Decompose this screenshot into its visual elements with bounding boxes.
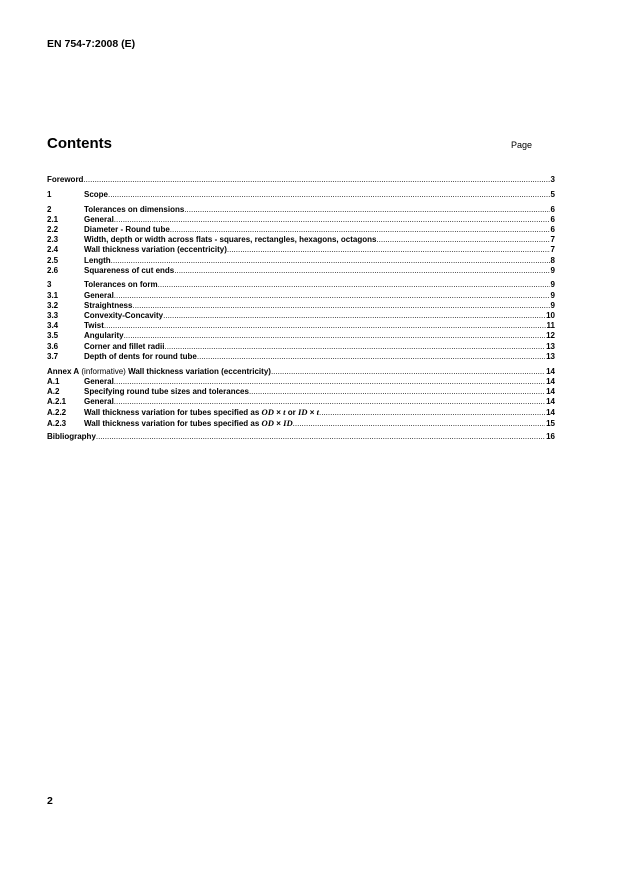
- toc-page-number: 14: [546, 366, 555, 376]
- leader-dots: [227, 245, 550, 255]
- toc-title: Diameter - Round tube: [84, 224, 170, 234]
- toc-title: Specifying round tube sizes and tolerances: [84, 386, 249, 396]
- toc-number: 3.1: [47, 290, 59, 300]
- leader-dots: [271, 367, 545, 377]
- toc-page-number: 3: [550, 175, 555, 184]
- toc-page-number: 9: [550, 280, 555, 290]
- toc-page-number: 9: [550, 290, 555, 300]
- toc-number: 2.2: [47, 224, 59, 234]
- toc-entry[interactable]: [47, 215, 555, 225]
- leader-dots: [164, 342, 545, 352]
- toc-entry[interactable]: [47, 301, 555, 311]
- leader-dots: [319, 408, 545, 418]
- toc-entry[interactable]: [47, 205, 555, 215]
- leader-dots: [83, 175, 549, 185]
- toc-title: General: [84, 214, 114, 224]
- toc-number: 3.5: [47, 331, 59, 341]
- annex-prefix: Annex A: [47, 366, 80, 376]
- toc-title: Scope: [84, 189, 109, 199]
- toc-main-entries: [47, 175, 555, 362]
- leader-dots: [376, 235, 549, 245]
- toc-number: A.2.2: [47, 408, 67, 418]
- contents-heading: Contents: [47, 135, 112, 152]
- toc-page-number: 13: [546, 341, 555, 351]
- toc-entry[interactable]: [47, 352, 555, 362]
- toc-entry[interactable]: [47, 256, 555, 266]
- toc-number: A.1: [47, 376, 60, 386]
- toc-entry[interactable]: [47, 175, 555, 185]
- toc-page-number: 14: [546, 376, 555, 386]
- toc-entry[interactable]: [47, 190, 555, 200]
- leader-dots: [163, 311, 545, 321]
- leader-dots: [114, 215, 550, 225]
- toc-entry[interactable]: [47, 225, 555, 235]
- toc-number: A.2: [47, 386, 60, 396]
- toc-page-number: 6: [550, 204, 555, 214]
- toc-entry-a1[interactable]: [47, 377, 555, 387]
- leader-dots: [104, 321, 546, 331]
- toc-number: 2.3: [47, 235, 59, 245]
- toc-page-number: 9: [550, 265, 555, 275]
- toc-title: General: [84, 290, 114, 300]
- toc-page-number: 15: [546, 418, 555, 428]
- toc-entry[interactable]: [47, 235, 555, 245]
- leader-dots: [158, 280, 550, 290]
- toc-entry[interactable]: [47, 245, 555, 255]
- toc-page-number: 10: [546, 311, 555, 321]
- toc-page-number: 12: [546, 331, 555, 341]
- toc-number: 3.2: [47, 300, 59, 310]
- toc-number: 3.6: [47, 341, 59, 351]
- toc-number: 3: [47, 280, 52, 290]
- toc-page-number: 14: [546, 408, 555, 418]
- toc-title: Foreword: [47, 175, 84, 184]
- toc-page-number: 11: [546, 321, 555, 331]
- toc-title: Bibliography: [47, 432, 96, 442]
- toc-title: Wall thickness variation for tubes specified as OD × t or ID × t: [84, 407, 320, 418]
- document-header: EN 754-7:2008 (E): [47, 38, 136, 50]
- leader-dots: [132, 301, 549, 311]
- toc-page-number: 6: [550, 214, 555, 224]
- toc-entry-a22[interactable]: [47, 407, 555, 417]
- toc-number: 3.3: [47, 311, 59, 321]
- toc-page-number: 7: [550, 235, 555, 245]
- toc-entry-bibliography[interactable]: [47, 432, 555, 442]
- leader-dots: [114, 377, 545, 387]
- toc-title: Straightness: [84, 300, 133, 310]
- toc-page-number: 7: [550, 245, 555, 255]
- toc-title: Tolerances on dimensions: [84, 204, 185, 214]
- leader-dots: [111, 256, 550, 266]
- toc-entry[interactable]: [47, 311, 555, 321]
- leader-dots: [174, 266, 549, 276]
- toc-title: Twist: [84, 321, 104, 331]
- toc-title: Angularity: [84, 331, 124, 341]
- toc-number: 2.4: [47, 245, 59, 255]
- toc-entry-a21[interactable]: [47, 397, 555, 407]
- toc-entry[interactable]: [47, 321, 555, 331]
- toc-page-number: 14: [546, 397, 555, 407]
- toc-entry-a2[interactable]: [47, 387, 555, 397]
- toc-entry[interactable]: [47, 280, 555, 290]
- toc-number: A.2.1: [47, 397, 67, 407]
- annex-informative-label: (informative): [79, 366, 129, 376]
- toc-number: 2.5: [47, 255, 59, 265]
- leader-dots: [249, 387, 545, 397]
- toc-entry[interactable]: [47, 342, 555, 352]
- toc-page-number: 14: [546, 386, 555, 396]
- leader-dots: [184, 205, 549, 215]
- leader-dots: [124, 331, 546, 341]
- toc-title: Corner and fillet radii: [84, 341, 165, 351]
- toc-entry[interactable]: [47, 291, 555, 301]
- page-number: 2: [47, 795, 53, 807]
- leader-dots: [293, 419, 545, 429]
- toc-entry[interactable]: [47, 331, 555, 341]
- toc-entry-a23[interactable]: [47, 418, 555, 428]
- toc-number: 2: [47, 204, 52, 214]
- page-column-label: Page: [511, 140, 533, 150]
- toc-title: Wall thickness variation (eccentricity): [84, 245, 227, 255]
- toc-page-number: 8: [550, 255, 555, 265]
- toc-number: A.2.3: [47, 418, 67, 428]
- table-of-contents: [47, 175, 555, 442]
- toc-page-number: 16: [546, 432, 555, 442]
- toc-title: Depth of dents for round tube: [84, 351, 197, 361]
- toc-number: 3.7: [47, 351, 59, 361]
- toc-page-number: 6: [550, 224, 555, 234]
- leader-dots: [108, 190, 550, 200]
- toc-title: General: [84, 376, 114, 386]
- leader-dots: [96, 432, 545, 442]
- toc-title: Squareness of cut ends: [84, 265, 175, 275]
- toc-title: General: [84, 397, 114, 407]
- annex-title: Wall thickness variation (eccentricity): [128, 366, 271, 376]
- leader-dots: [197, 352, 545, 362]
- toc-title: Tolerances on form: [84, 280, 158, 290]
- toc-page-number: 9: [550, 300, 555, 310]
- toc-number: 2.6: [47, 265, 59, 275]
- leader-dots: [114, 291, 550, 301]
- leader-dots: [114, 397, 545, 407]
- toc-number: 3.4: [47, 321, 59, 331]
- toc-title: Width, depth or width across flats - squares, rectangles, hexagons, octagons: [84, 235, 377, 245]
- leader-dots: [170, 225, 550, 235]
- toc-title: Convexity-Concavity: [84, 311, 164, 321]
- toc-title: Length: [84, 255, 111, 265]
- toc-number: 2.1: [47, 214, 59, 224]
- toc-title: Wall thickness variation for tubes specified as OD × ID: [84, 417, 293, 428]
- toc-entry[interactable]: [47, 266, 555, 276]
- toc-number: 1: [47, 189, 52, 199]
- toc-page-number: 5: [550, 189, 555, 199]
- toc-page-number: 13: [546, 351, 555, 361]
- toc-entry-annex-a[interactable]: [47, 367, 555, 377]
